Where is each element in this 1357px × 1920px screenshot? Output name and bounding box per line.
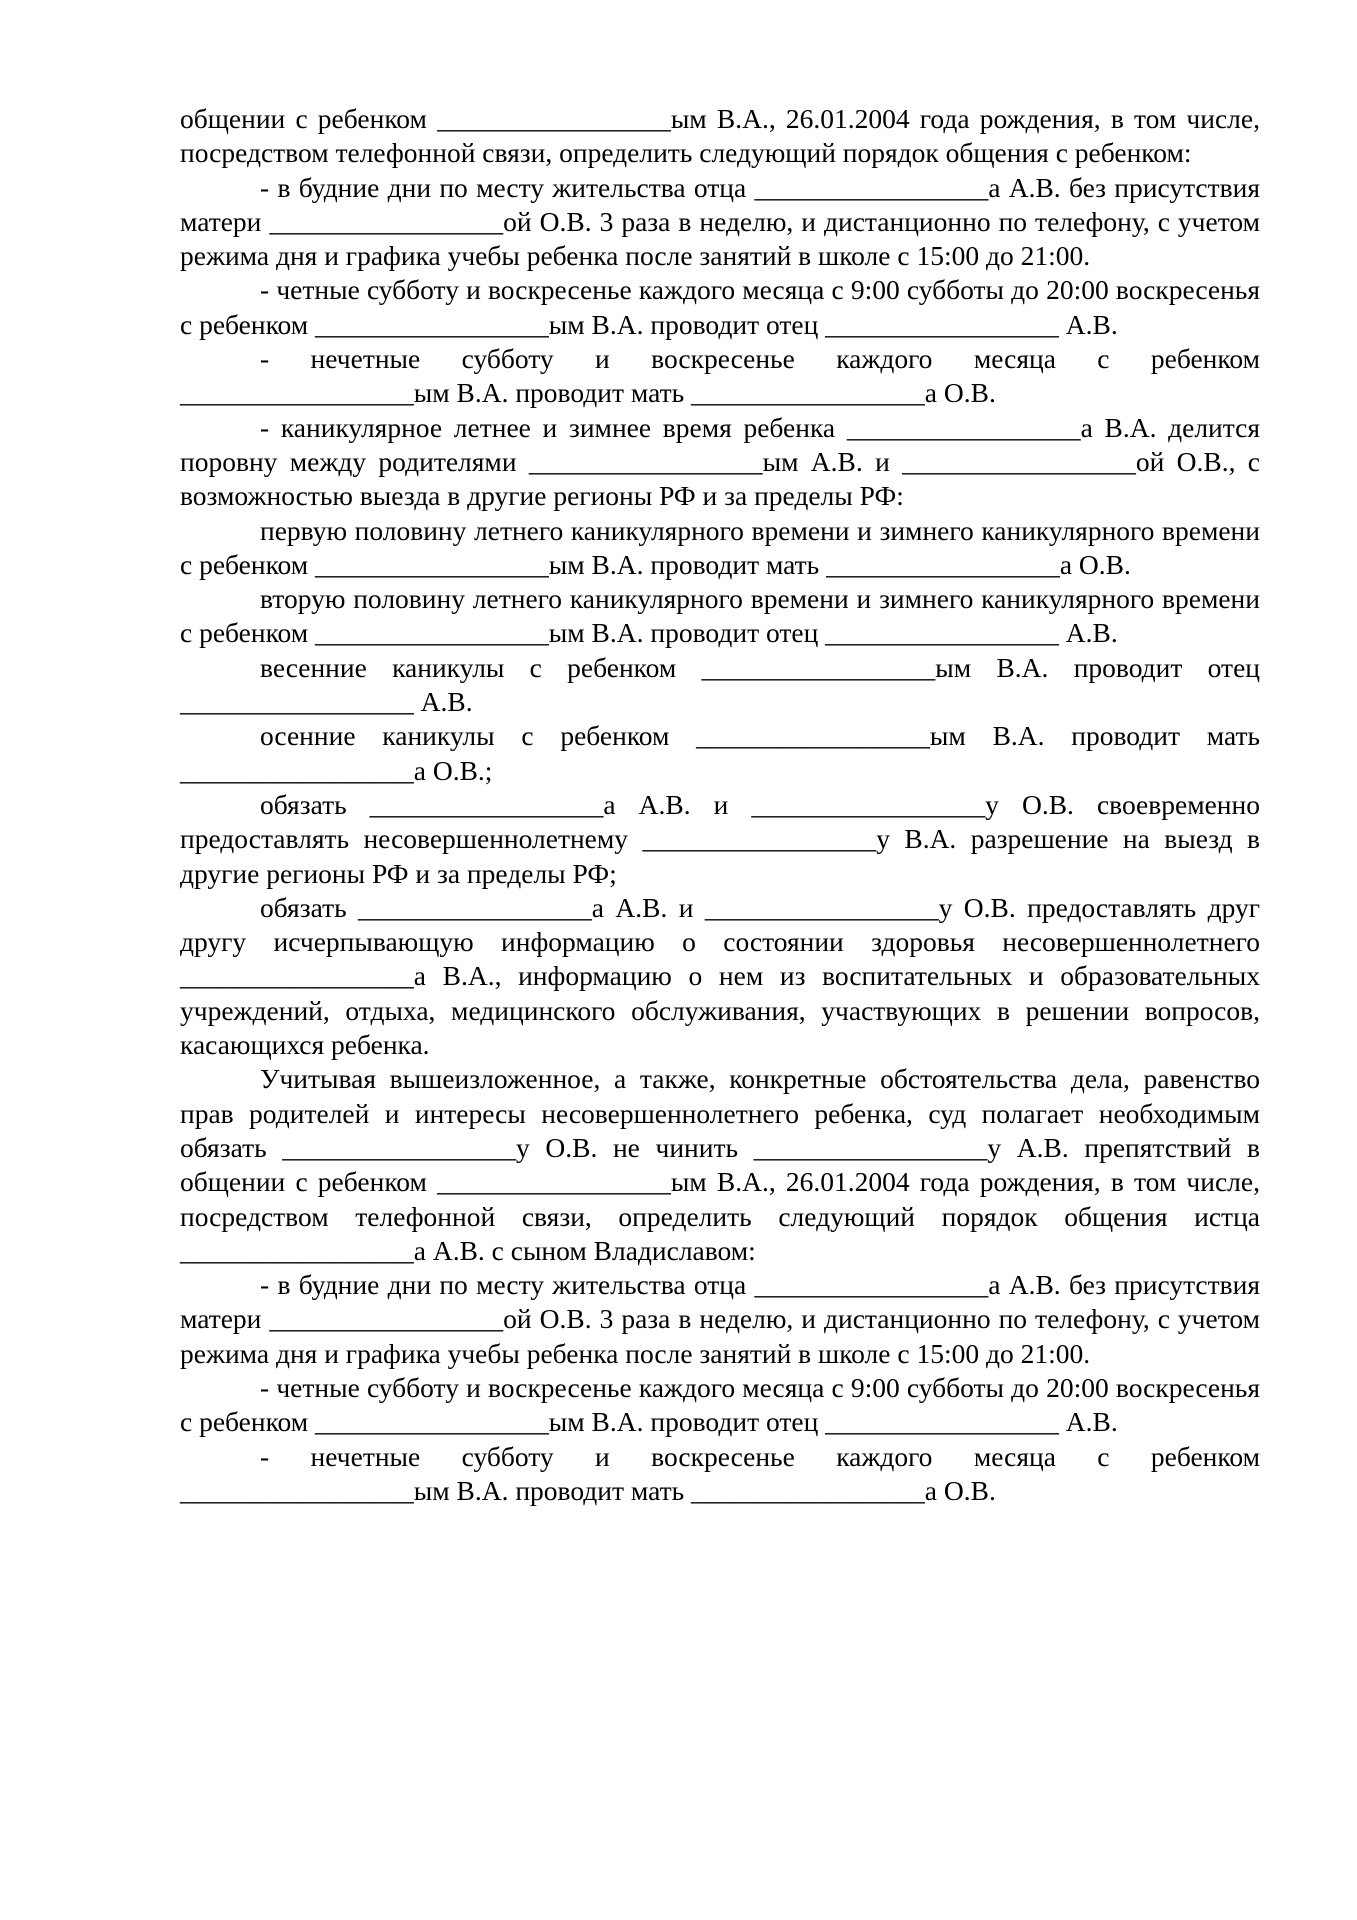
document-page xyxy=(180,102,1260,1508)
paragraph-weekdays: - в будние дни по месту жительства отца _________________а А.В. без присутствия матери _________________ой О.В. 3 раза в неделю, и дистанционно по телефону, с учетом режима дня и графика учебы ребенка после занятий в школе с 15:00 до 21:00. xyxy=(180,171,1260,272)
paragraph-odd-weekends: - нечетные субботу и воскресенье каждого месяца с ребенком _________________ым В.А. проводит мать _________________а О.В. xyxy=(180,343,1260,409)
paragraph-health-information: обязать _________________а А.В. и _________________у О.В. предоставлять друг другу исчерпывающую информацию о состоянии здоровья несовершеннолетнего _________________а В.А., информацию о нем из воспитательных и образовательных учреждений, отдыха, медицинского обслуживания, участвующих в решении вопросов, касающихся ребенка. xyxy=(180,891,1260,1061)
paragraph-first-half-holidays: первую половину летнего каникулярного времени и зимнего каникулярного времени с ребенком _________________ым В.А. проводит мать _________________а О.В. xyxy=(180,514,1260,580)
paragraph-even-weekends: - четные субботу и воскресенье каждого месяца с 9:00 субботы до 20:00 воскресенья с ребенком _________________ым В.А. проводит отец _________________ А.В. xyxy=(180,274,1260,340)
paragraph-weekdays-repeat: - в будние дни по месту жительства отца _________________а А.В. без присутствия матери _________________ой О.В. 3 раза в неделю, и дистанционно по телефону, с учетом режима дня и графика учебы ребенка после занятий в школе с 15:00 до 21:00. xyxy=(180,1269,1260,1369)
paragraph-holidays: - каникулярное летнее и зимнее время ребенка _________________а В.А. делится поровну между родителями _________________ым А.В. и _________________ой О.В., с возможностью выезда в другие регионы РФ и за пределы РФ: xyxy=(180,411,1260,512)
paragraph-even-weekends-repeat: - четные субботу и воскресенье каждого месяца с 9:00 субботы до 20:00 воскресенья с ребенком _________________ым В.А. проводит отец _________________ А.В. xyxy=(180,1371,1260,1438)
paragraph-court-conclusion: Учитывая вышеизложенное, а также, конкретные обстоятельства дела, равенство прав родителей и интересы несовершеннолетнего ребенка, суд полагает необходимым обязать _________________у О.В. не чинить _________________у А.В. препятствий в общении с ребенком _________________ым В.А., 26.01.2004 года рождения, в том числе, посредством телефонной связи, определить следующий порядок общения истца _________________а А.В. с сыном Владиславом: xyxy=(180,1063,1260,1266)
paragraph-contact-intro: общении с ребенком _________________ым В.А., 26.01.2004 года рождения, в том числе, посредством телефонной связи, определить следующий порядок общения с ребенком: xyxy=(180,103,1260,169)
paragraph-odd-weekends-repeat: - нечетные субботу и воскресенье каждого месяца с ребенком _________________ым В.А. проводит мать _________________а О.В. xyxy=(180,1440,1260,1506)
paragraph-travel-permission: обязать _________________а А.В. и _________________у О.В. своевременно предоставлять несовершеннолетнему _________________у В.А. разрешение на выезд в другие регионы РФ и за пределы РФ; xyxy=(180,788,1260,889)
paragraph-autumn-holidays: осенние каникулы с ребенком _________________ым В.А. проводит мать _________________а О.В.; xyxy=(180,720,1260,786)
paragraph-second-half-holidays: вторую половину летнего каникулярного времени и зимнего каникулярного времени с ребенком _________________ым В.А. проводит отец _________________ А.В. xyxy=(180,583,1260,649)
paragraph-spring-holidays: весенние каникулы с ребенком _________________ым В.А. проводит отец _________________ А.В. xyxy=(180,651,1260,718)
